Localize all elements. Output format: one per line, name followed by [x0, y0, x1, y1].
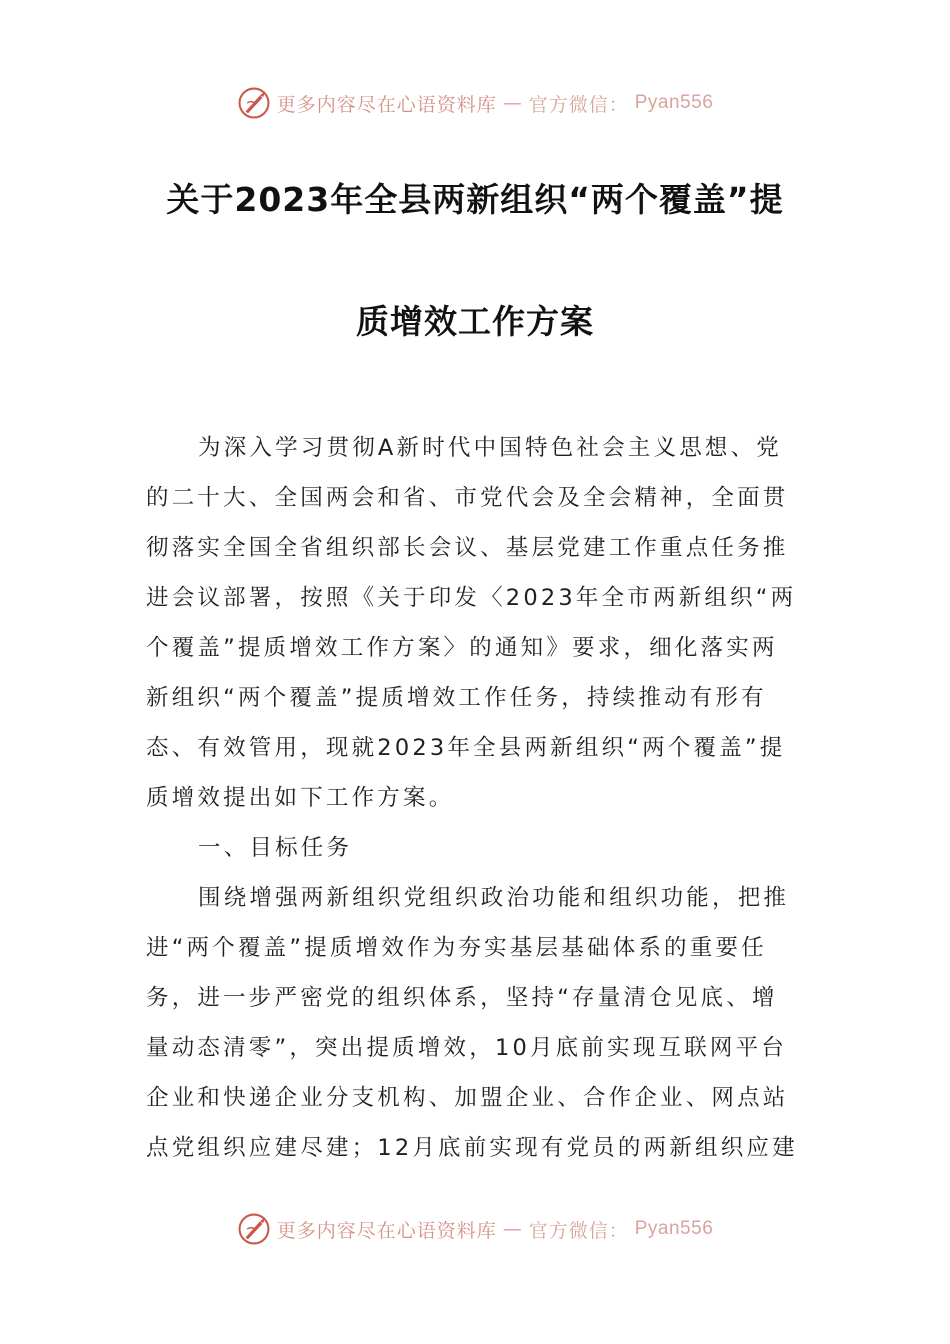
watermark-wechat-id: Pyan556: [634, 1218, 714, 1239]
paragraph-1-line: 为深入学习贯彻A新时代中国特色社会主义思想、党: [198, 435, 782, 461]
watermark-separator: —: [502, 92, 523, 114]
document-body: [146, 423, 804, 1173]
watermark-official-label: 官方微信：: [528, 1219, 629, 1242]
paragraph-1-line: 质增效提出如下工作方案。: [146, 785, 455, 811]
watermark-wechat-id: Pyan556: [634, 92, 714, 113]
paragraph-1-line: 态、有效管用，现就2023年全县两新组织“两个覆盖”提: [146, 735, 786, 761]
quill-logo-icon: [237, 86, 271, 120]
header-watermark: [0, 86, 950, 120]
paragraph-2-line: 企业和快递企业分支机构、加盟企业、合作企业、网点站: [146, 1085, 789, 1111]
paragraph-2-line: 点党组织应建尽建；12月底前实现有党员的两新组织应建: [146, 1135, 798, 1161]
paragraph-1-line: 个覆盖”提质增效工作方案〉的通知》要求，细化落实两: [146, 635, 778, 661]
paragraph-1-line: 新组织“两个覆盖”提质增效工作任务，持续推动有形有: [146, 685, 767, 711]
quill-logo-icon: [237, 1212, 271, 1246]
document-title-line-1: 关于2023年全县两新组织“两个覆盖”提: [166, 180, 784, 219]
watermark-brand: 更多内容尽在心语资料库: [276, 1219, 497, 1242]
paragraph-1-line: 的二十大、全国两会和省、市党代会及全会精神，全面贯: [146, 485, 789, 511]
paragraph-2-line: 务，进一步严密党的组织体系，坚持“存量清仓见底、增: [146, 985, 778, 1011]
watermark-separator: —: [502, 1218, 523, 1240]
paragraph-1-line: 进会议部署，按照《关于印发〈2023年全市两新组织“两: [146, 585, 797, 611]
paragraph-1-line: 彻落实全国全省组织部长会议、基层党建工作重点任务推: [146, 535, 789, 561]
paragraph-2-line: 围绕增强两新组织党组织政治功能和组织功能，把推: [198, 885, 790, 911]
document-title-line-2: 质增效工作方案: [356, 302, 594, 341]
paragraph-2-line: 进“两个覆盖”提质增效作为夯实基层基础体系的重要任: [146, 935, 767, 961]
watermark-official-label: 官方微信：: [528, 93, 629, 116]
paragraph-2-line: 量动态清零”，突出提质增效，10月底前实现互联网平台: [146, 1035, 787, 1061]
section-heading-goals: 一、目标任务: [198, 835, 353, 861]
watermark-brand: 更多内容尽在心语资料库: [276, 93, 497, 116]
footer-watermark: [0, 1212, 950, 1246]
